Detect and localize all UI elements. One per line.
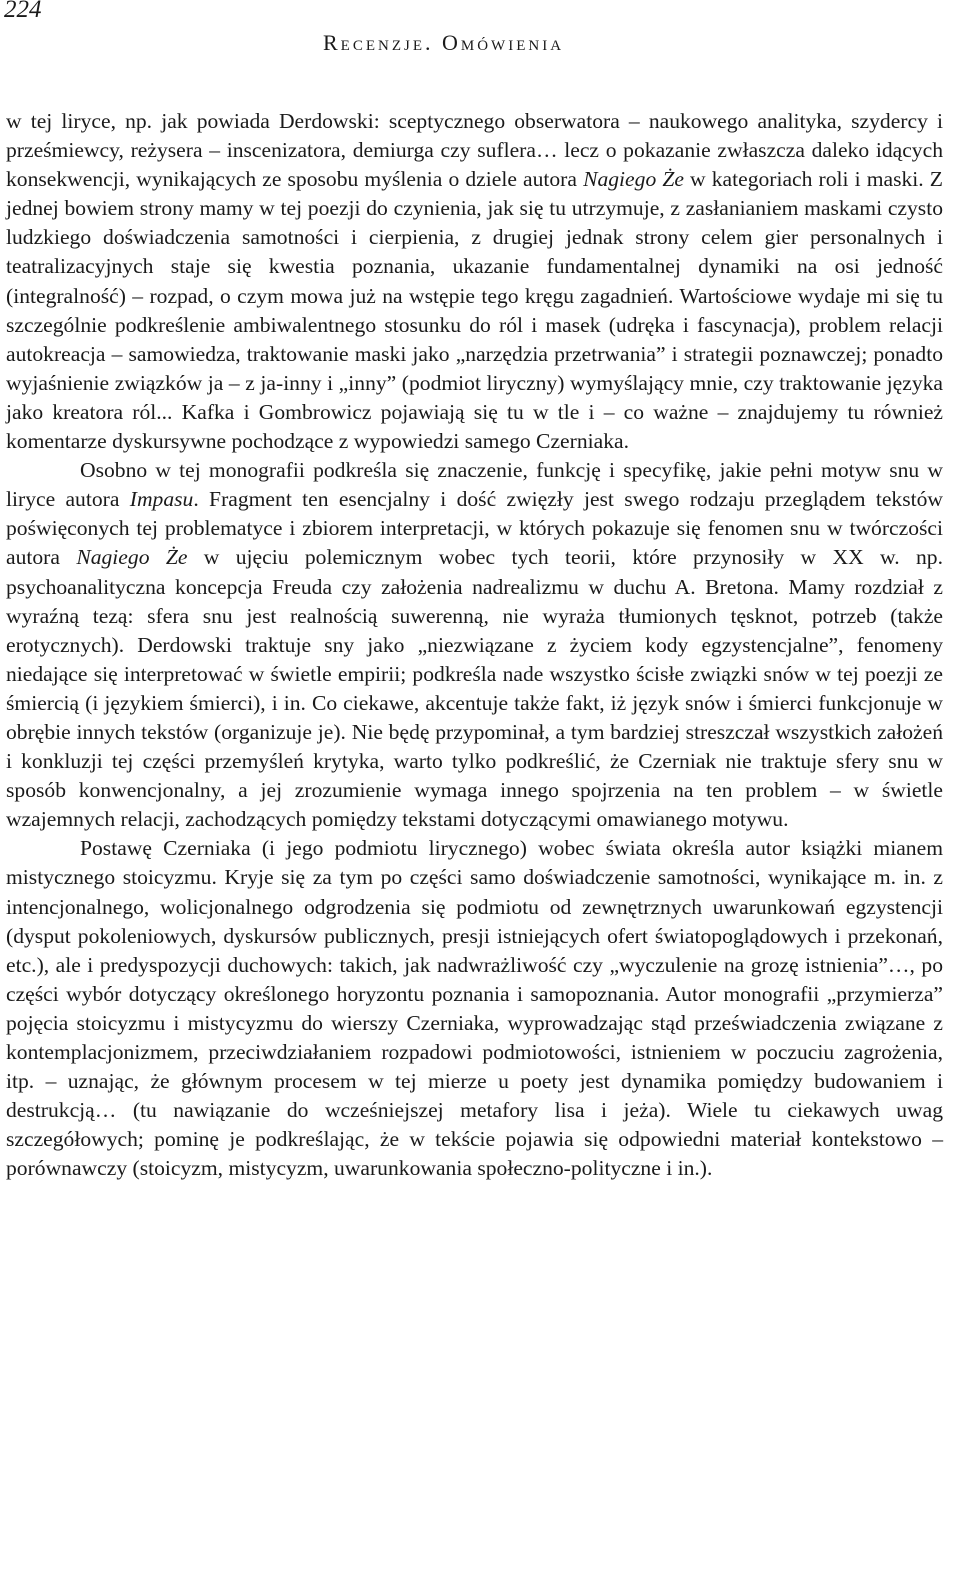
paragraph (6, 107, 943, 456)
page-number: 224 (4, 0, 42, 23)
paragraph (6, 456, 943, 834)
body-text (6, 107, 943, 1183)
text-run: w kategoriach roli i maski. Z jednej bowiem strony mamy w tej poezji do czynienia, jak się tu utrzymuje, z zasłanianiem maskami czysto ludzkiego doświadczenia samotności i cierpienia, z drugiej jednak strony celem gier personalnych i teatralizacyjnych staje się kwestia poznania, ukazanie fundamentalnej dynamiki na osi jedność (integralność) – rozpad, o czym mowa już na wstępie tego kręgu zagadnień. Wartościowe wydaje mi się tu szczególnie podkreślenie ambiwalentnego stosunku do ról i masek (udręka i fascynacja), problem relacji autokreacja – samowiedza, traktowanie maski jako „narzędzia przetrwania” i strategii poznawczej; ponadto wyjaśnienie związków ja – z ja-inny i „inny” (podmiot liryczny) wymyślający mnie, czy traktowanie języka jako kreatora ról... Kafka i Gombrowicz pojawiają się tu w tle i – co ważne – znajdujemy tu również komentarze dyskursywne pochodzące z wypowiedzi samego Czerniaka. (6, 167, 943, 454)
text-run: w ujęciu polemicznym wobec tych teorii, które przynosiły w XX w. np. psychoanalityczna koncepcja Freuda czy założenia nadrealizmu w duchu A. Bretona. Mamy rozdział z wyraźną tezą: sfera snu jest realnością suwerenną, nie wyraża tłumionych tęsknot, potrzeb (także erotycznych). Derdowski traktuje sny jako „niezwiązane z życiem kody egzystencjalne”, fenomeny niedające się interpretować w świetle empirii; podkreśla nade wszystko ścisłe związki snów w tej poezji ze śmiercią (i językiem śmierci), i in. Co ciekawe, akcentuje także fakt, iż język snów i śmierci funkcjonuje w obrębie innych tekstów (organizuje je). Nie będę przypominał, a tym bardziej streszczał wszystkich założeń i konkluzji tej części przemyśleń krytyka, warto tylko podkreślić, że Czerniak nie traktuje sfery snu w sposób konwencjonalny, a jej zrozumienie wymaga innego spojrzenia na ten problem – w świetle wzajemnych relacji, zachodzących pomiędzy tekstami dotyczącymi omawianego motywu. (6, 545, 943, 832)
italic-title: Nagiego Że (583, 167, 684, 192)
text-run: Postawę Czerniaka (i jego podmiotu lirycznego) wobec świata określa autor książki mianem mistycznego stoicyzmu. Kryje się za tym po części samo doświadczenie samotności, wynikające m. in. z intencjonalnego, wolicjonalnego odgrodzenia się podmiotu od zewnętrznych uwarunkowań egzystencji (dysput pokoleniowych, dyskursów publicznych, presji istniejących ofert światopoglądowych i przekonań, etc.), ale i predyspozycji duchowych: takich, jak nadwrażliwość czy „wyczulenie na grozę istnienia”…, po części wybór dotyczący określonego horyzontu poznania i samopoznania. Autor monografii „przymierza” pojęcia stoicyzmu i mistycyzmu do wierszy Czerniaka, wyprowadzając stąd przeświadczenia związane z kontemplacjonizmem, przeciwdziałaniem rozpadowi podmiotowości, istnieniem w poczuciu zagrożenia, itp. – uznając, że głównym procesem w tej mierze u poety jest dynamika pomiędzy budowaniem i destrukcją… (tu nawiązanie do wcześniejszej metafory lisa i jeża). Wiele tu ciekawych uwag szczegółowych; pominę je podkreślając, że w tekście pojawia się odpowiedni materiał kontekstowo – porównawczy (stoicyzm, mistycyzm, uwarunkowania społeczno-polityczne i in.). (6, 836, 943, 1181)
paragraph (6, 834, 943, 1183)
italic-title: Nagiego Że (76, 545, 188, 570)
text-run: Osobno w tej monografii podkreśla się znaczenie, funkcję i specyfikę, jakie pełni motyw snu w liryce autora (6, 458, 943, 512)
text-run: w tej liryce, np. jak powiada Derdowski: sceptycznego obserwatora – naukowego analityka, szydercy i prześmiewcy, reżysera – inscenizatora, demiurga czy suflera… lecz o pokazanie zwłaszcza daleko idących konsekwencji, wynikających ze sposobu myślenia o dziele autora (6, 109, 943, 192)
italic-title: Impasu (129, 487, 194, 512)
running-head: Recenzje. Omówienia (323, 30, 565, 55)
text-run: . Fragment ten esencjalny i dość zwięzły jest swego rodzaju przeglądem tekstów poświęconych tej problematyce i zbiorem interpretacji, w których pokazuje się fenomen snu w twórczości autora (6, 487, 944, 570)
